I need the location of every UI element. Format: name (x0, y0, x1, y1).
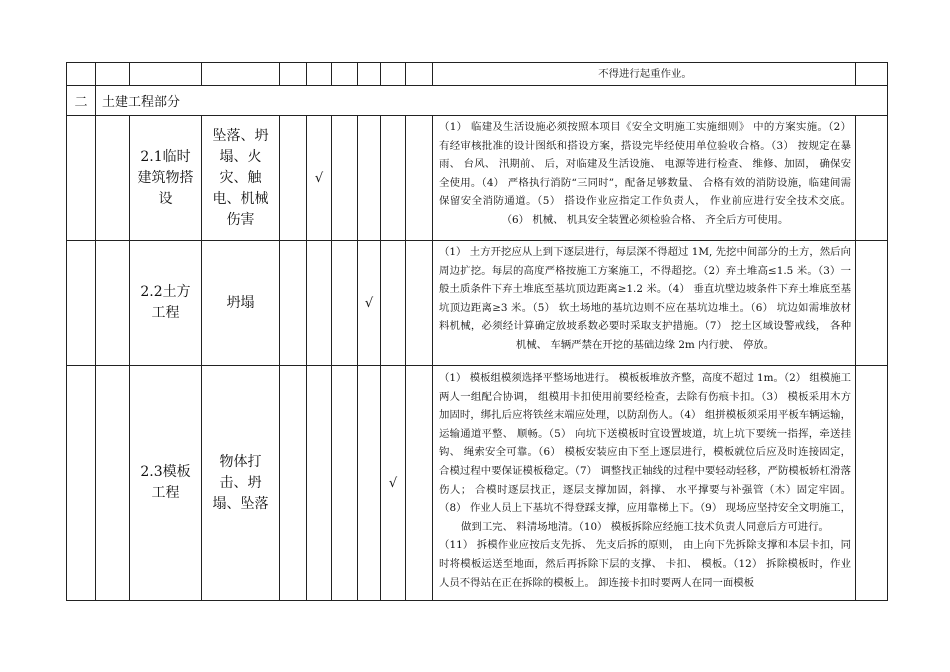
measure-text: （1） 土方开挖应从上到下逐层进行，每层深不得超过 1M, 先挖中间部分的土方，然后向周边扩挖。每层的高度严格按施工方案施工，不得超挖。（2）弃土堆高≤1.5 米。（3）一般土质条件下弃土堆底至基坑顶边距离≥1.2 米。（4） 垂直坑壁边坡条件下弃土堆底至基坑顶边距离≥3 米。（5） 软土场地的基坑边则不应在基坑边堆土。（6） 坑边如需堆放材料机械，必须经计算确定放坡系数必要时采取支护措施。（7） 挖土区域设警戒线， 各种机械、 车辆严禁在开挖的基础边缘 2m 内行驶、 停放。 (433, 241, 856, 366)
hazard: 物体打击、坍塌、坠落 (202, 366, 280, 601)
check-mark: √ (307, 116, 332, 241)
check-mark: √ (358, 241, 381, 366)
section-number: 二 (67, 86, 96, 116)
section-row (67, 86, 888, 116)
hazard: 坍塌 (202, 241, 280, 366)
table-row (67, 116, 888, 241)
measure-text: （1） 临建及生活设施必须按照本项目《安全文明施工实施细则》 中的方案实施。（2） 有经审核批准的设计图纸和搭设方案，搭设完毕经使用单位验收合格。（3） 按规定在暴雨、 台风、 汛期前、 后，对临建及生活设施、 电源等进行检查、 维修、加固， 确保安全使用。（4） 严格执行消防“三同时”，配备足够数量、 合格有效的消防设施，临建间需保留安全消防通道。（5） 搭设作业应指定工作负责人， 作业前应进行安全技术交底。（6） 机械、 机具安全装置必须检验合格、 齐全后方可使用。 (433, 116, 856, 241)
check-mark: √ (381, 366, 406, 601)
item-name: 2.2土方工程 (130, 241, 202, 366)
table-row (67, 63, 888, 86)
section-title: 土建工程部分 (96, 86, 888, 116)
safety-measures-table (66, 62, 888, 601)
measure-text: （1） 模板组模须选择平整场地进行。 模板板堆放齐整，高度不超过 1m。（2） 组模施工两人一组配合协调， 组模用卡扣使用前要经检查，去除有伤痕卡扣。（3） 模板采用木方加固时，绑扎后应将铁丝末端应处理，以防刮伤人。（4） 组拼模板须采用平板车辆运输， 运输通道平整、 顺畅。（5） 向坑下送模板时宜设置坡道，坑上坑下要统一指挥，牵送挂钩、 绳索安全可靠。（6） 模板安装应由下至上逐层进行，模板就位后应及时连接固定， 合模过程中要保证模板稳定。（7） 调整找正轴线的过程中要轻动轻移，严防模板轿杠滑落伤人； 合模时逐层找正，逐层支撑加固，斜撑、 水平撑要与补强管（木）固定牢固。（8） 作业人员上下基坑不得登踩支撑，应用靠梯上下。（9） 现场应坚持安全文明施工，做到工完、 料清场地清。（10） 模板拆除应经施工技术负责人同意后方可进行。 (439, 372, 851, 533)
measure-text: 不得进行起重作业。 (433, 63, 856, 86)
hazard: 坠落、坍塌、火灾、触电、机械伤害 (202, 116, 280, 241)
table-row (67, 241, 888, 366)
item-name: 2.1临时建筑物搭设 (130, 116, 202, 241)
table-row (67, 366, 888, 601)
item-name: 2.3模板工程 (130, 366, 202, 601)
measure-text: （11） 拆模作业应按后支先拆、 先支后拆的原则， 由上向下先拆除支撑和本层卡扣，同时将模板运送至地面，然后再拆除下层的支撑、 卡扣、 模板。（12） 拆除模板时，作业人员不得站在正在拆除的模板上。 卸连接卡扣时要两人在同一面模板 (439, 539, 851, 589)
measure-text-block (433, 366, 856, 601)
